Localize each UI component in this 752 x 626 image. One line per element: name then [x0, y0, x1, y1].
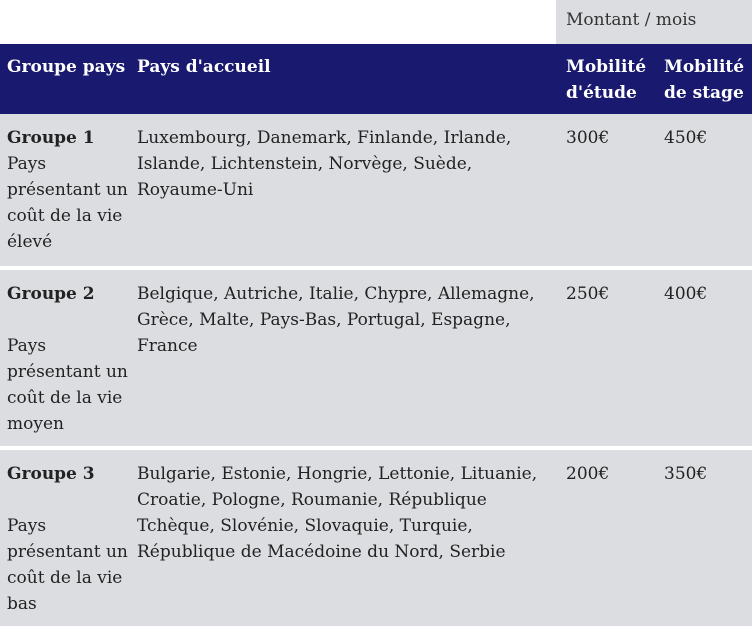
- amount-per-month-label: Montant / mois: [556, 0, 752, 44]
- group-cell: [7, 125, 132, 255]
- countries-cell: Bulgarie, Estonie, Hongrie, Lettonie, Lituanie, Croatie, Pologne, Roumanie, République Tchèque, Slovénie, Slovaquie, Turquie, République de Macédoine du Nord, Serbie: [137, 464, 538, 562]
- group-name: Groupe 2: [7, 284, 95, 304]
- spacer: [7, 487, 132, 513]
- group-description: Pays présentant un coût de la vie élevé: [7, 154, 128, 252]
- internship-amount: 450€: [664, 128, 708, 148]
- internship-amount: 400€: [664, 284, 708, 304]
- table-header-row: [0, 44, 752, 114]
- table-row: [0, 450, 752, 626]
- group-name: Groupe 3: [7, 464, 95, 484]
- group-cell: [7, 281, 132, 437]
- study-amount: 250€: [566, 284, 610, 304]
- internship-amount: 350€: [664, 464, 708, 484]
- group-description: Pays présentant un coût de la vie moyen: [7, 336, 128, 434]
- countries-cell: Belgique, Autriche, Italie, Chypre, Allemagne, Grèce, Malte, Pays-Bas, Portugal, Espagne, France: [137, 284, 535, 356]
- column-header-study: Mobilité d'étude: [566, 57, 647, 103]
- column-header-group: Groupe pays: [7, 57, 126, 77]
- table-row: [0, 114, 752, 266]
- study-amount: 300€: [566, 128, 610, 148]
- group-name: Groupe 1: [7, 128, 95, 148]
- column-header-countries: Pays d'accueil: [137, 57, 271, 77]
- group-description: Pays présentant un coût de la vie bas: [7, 516, 128, 614]
- table-row: [0, 270, 752, 446]
- study-amount: 200€: [566, 464, 610, 484]
- spacer: [7, 307, 132, 333]
- countries-cell: Luxembourg, Danemark, Finlande, Irlande, Islande, Lichtenstein, Norvège, Suède, Royaume-Uni: [137, 128, 512, 200]
- group-cell: [7, 461, 132, 617]
- column-header-internship: Mobilité de stage: [664, 57, 745, 103]
- amount-header-row: [0, 0, 752, 44]
